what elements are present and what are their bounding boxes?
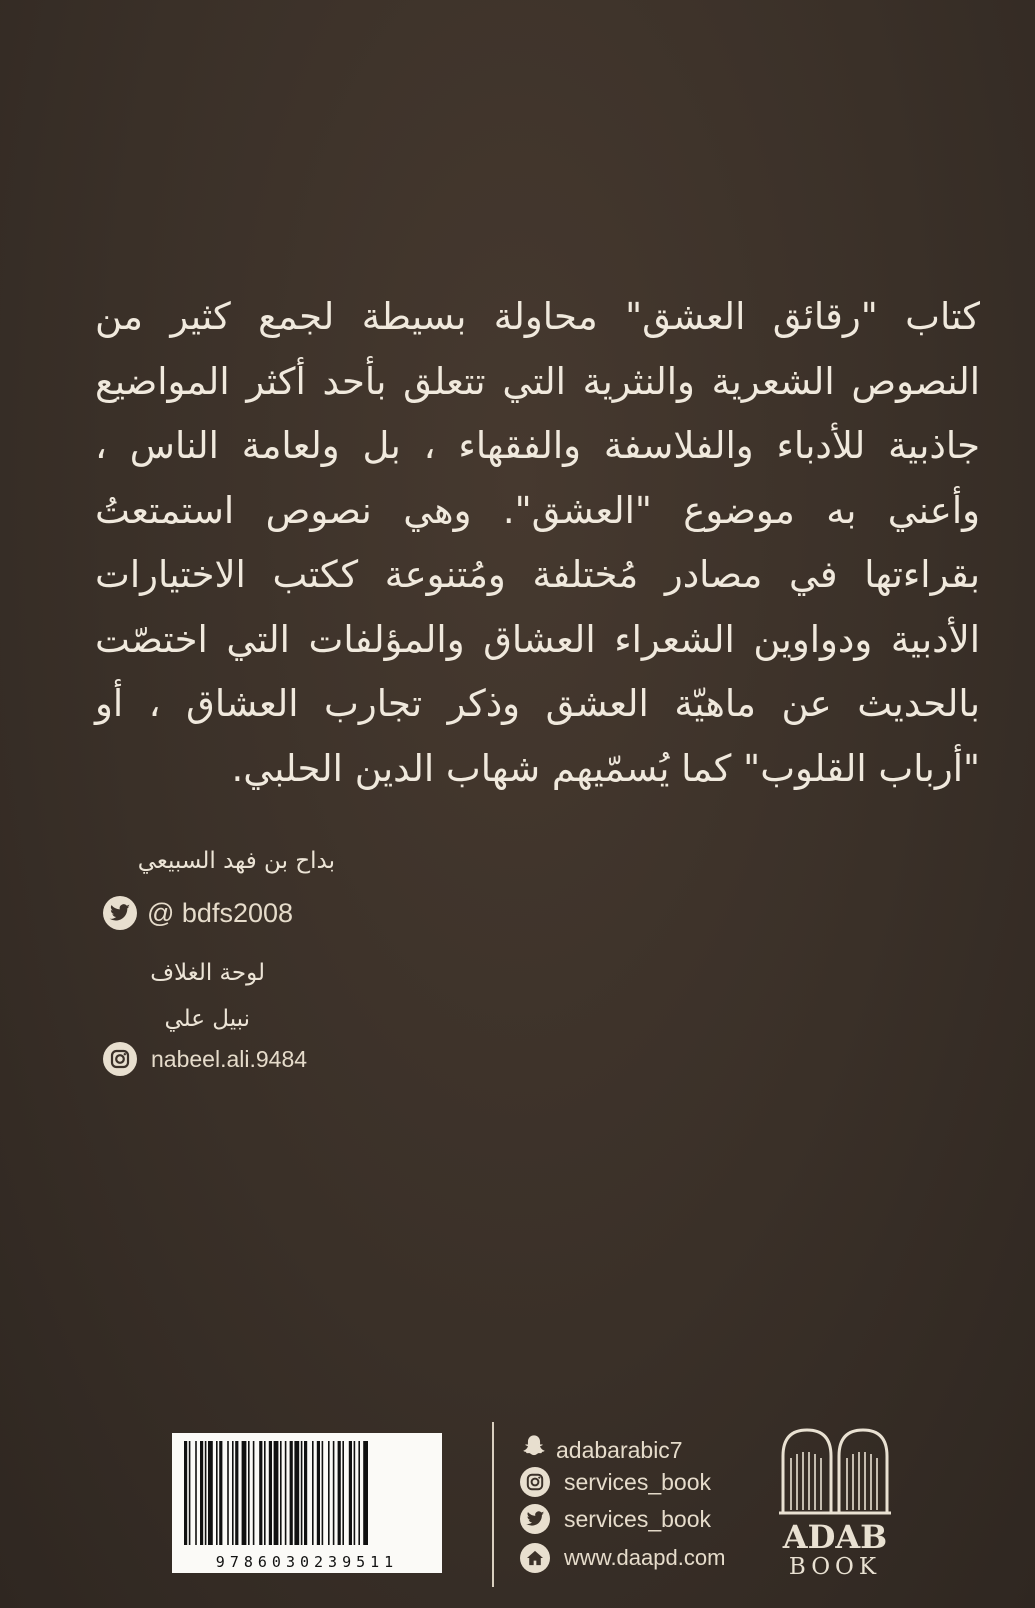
barcode-bar [205,1441,207,1545]
instagram-icon [103,1042,137,1076]
publisher-snapchat-row[interactable] [520,1433,683,1467]
snapchat-icon [520,1433,548,1467]
publisher-twitter: services_book [564,1505,712,1532]
logo-word-book: BOOK [788,1554,882,1580]
isbn-barcode [172,1433,442,1573]
author-name: بداح بن فهد السبيعي [137,848,335,874]
barcode-bar [184,1441,187,1545]
barcode-bar [363,1441,368,1545]
barcode-bar [294,1441,299,1545]
twitter-icon [103,896,137,930]
barcode-bar [259,1441,262,1545]
home-icon [520,1543,550,1573]
cover-artist-name: نبيل علي [164,1006,250,1032]
barcode-bar [264,1441,266,1545]
instagram-icon [520,1467,550,1497]
divider-line [492,1422,494,1587]
barcode-bar [242,1441,247,1545]
barcode-bar [200,1441,203,1545]
artist-instagram-handle: nabeel.ali.9484 [151,1045,308,1072]
barcode-bar [304,1441,307,1545]
barcode-bar [269,1441,272,1545]
barcode-bar [216,1441,218,1545]
publisher-instagram: services_book [564,1468,712,1495]
barcode-bar [208,1441,213,1545]
barcode-bar [189,1441,191,1545]
blurb-text [95,285,980,801]
barcode-bar [333,1441,335,1545]
barcode-bar [248,1441,250,1545]
barcode-bar [274,1441,279,1545]
barcode-bar [338,1441,341,1545]
barcode-bar [349,1441,352,1545]
barcode-bar [253,1441,255,1545]
barcode-bar [301,1441,303,1545]
barcode-bar [280,1441,282,1545]
author-twitter-handle: @ bdfs2008 [147,897,294,928]
publisher-website: www.daapd.com [564,1545,726,1570]
cover-art-label: لوحة الغلاف [150,960,265,986]
barcode-bar [328,1441,330,1545]
twitter-icon [520,1504,550,1534]
artist-instagram-row[interactable] [103,1042,307,1076]
publisher-website-row[interactable] [520,1543,725,1573]
barcode-bar [290,1441,293,1545]
barcode-bar [312,1441,314,1545]
blurb-paragraph: كتاب "رقائق العشق" محاولة بسيطة لجمع كثير من النصوص الشعرية والنثرية التي تتعلق بأحد أكثر المواضيع جاذبية للأدباء والفلاسفة والفقهاء ، بل ولعامة الناس ، وأعني به موضوع "العشق". وهي نصوص استمتعتُ بقراءتها في مصادر مُختلفة ومُتنوعة ككتب الاختيارات الأدبية ودواوين الشعراء العشاق والمؤلفات التي اختصّت بالحديث عن ماهيّة العشق وذكر تجارب العشاق ، أو "أرباب القلوب" كما يُسمّيهم شهاب الدين الحلبي. [95,295,980,790]
barcode-bar [195,1441,197,1545]
logo-word-adab: ADAB [782,1518,888,1556]
publisher-snapchat: adabarabic7 [556,1436,683,1463]
author-twitter-row[interactable] [103,896,293,930]
barcode-bar [227,1441,229,1545]
book-arches-icon [775,1418,895,1518]
barcode-bar [342,1441,344,1545]
barcode-bar [322,1441,324,1545]
publisher-logo [775,1418,895,1588]
publisher-twitter-row[interactable] [520,1504,711,1534]
isbn-number: 9786030239511 [215,1553,399,1571]
barcode-bar [219,1441,222,1545]
barcode-bar [317,1441,320,1545]
publisher-instagram-row[interactable] [520,1467,711,1497]
barcode-bar [232,1441,234,1545]
barcode-bar [235,1441,238,1545]
barcode-bar [285,1441,287,1545]
barcode-bars [172,1433,442,1551]
barcode-bar [354,1441,356,1545]
barcode-bar [358,1441,360,1545]
